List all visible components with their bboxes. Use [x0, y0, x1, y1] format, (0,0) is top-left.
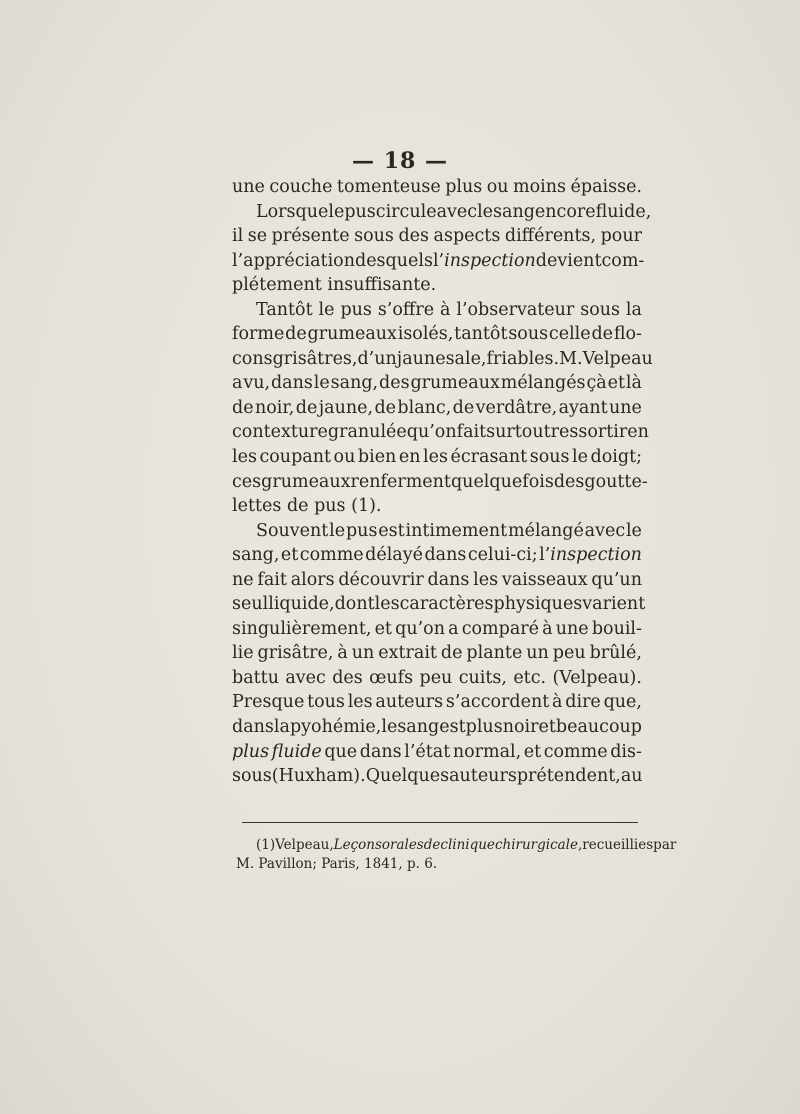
- text-line: Tantôt le pus s’offre à l’observateur sous la: [256, 299, 642, 320]
- text-line: lettes de pus (1).: [232, 496, 382, 517]
- text-line: forme de grumeaux isolés, tantôt sous celle de flo-: [232, 324, 642, 345]
- text-line: de noir, de jaune, de blanc, de verdâtre, ayant une: [232, 397, 642, 418]
- text-line: lie grisâtre, à un extrait de plante un peu brûlé,: [232, 643, 642, 664]
- page-number: — 18 —: [352, 148, 448, 174]
- text-line: ces grumeaux renferment quelquefois des goutte-: [232, 471, 648, 492]
- footnote-line: M. Pavillon; Paris, 1841, p. 6.: [236, 856, 438, 872]
- text-line: singulièrement, et qu’on a comparé à une bouil-: [232, 618, 642, 639]
- text-line: plus fluide que dans l’état normal, et comme dis-: [232, 741, 642, 762]
- text-line: cons grisâtres, d’un jaune sale, friables. M. Velpeau: [232, 348, 653, 369]
- text-line: il se présente sous des aspects différents, pour: [232, 226, 642, 247]
- text-line: Presque tous les auteurs s’accordent à dire que,: [232, 692, 642, 713]
- text-line: a vu, dans le sang, des grumeaux mélangés çà et là: [232, 373, 642, 394]
- text-line: les coupant ou bien en les écrasant sous le doigt;: [232, 447, 642, 468]
- text-line: ne fait alors découvrir dans les vaisseaux qu’un: [232, 569, 642, 590]
- text-line: sous (Huxham). Quelques auteurs prétendent, au: [232, 766, 643, 787]
- footnote: [236, 836, 677, 874]
- text-line: contexture granulée qu’on fait surtout ressortir en: [232, 422, 649, 443]
- text-line: une couche tomenteuse plus ou moins épaisse.: [232, 177, 642, 197]
- text-line: dans la pyohémie, le sang est plus noir et beaucoup: [232, 717, 642, 738]
- text-line: l’appréciation desquels l’inspection devient com-: [232, 250, 645, 271]
- text-line: plétement insuffisante.: [232, 275, 437, 296]
- text-line: sang, et comme délayé dans celui-ci; l’inspection: [232, 545, 642, 566]
- body-text: [232, 175, 653, 789]
- text-line: Lorsque le pus circule avec le sang encore fluide,: [256, 201, 652, 222]
- text-line: Souvent le pus est intimement mélangé avec le: [256, 520, 642, 541]
- text-line: seul liquide, dont les caractères physiques varient: [232, 594, 646, 615]
- footnote-rule: [242, 822, 638, 823]
- footnote-line: (1) Velpeau, Leçons orales de clinique chirurgicale, recueillies par: [256, 837, 677, 853]
- text-line: battu avec des œufs peu cuits, etc. (Velpeau).: [232, 667, 642, 688]
